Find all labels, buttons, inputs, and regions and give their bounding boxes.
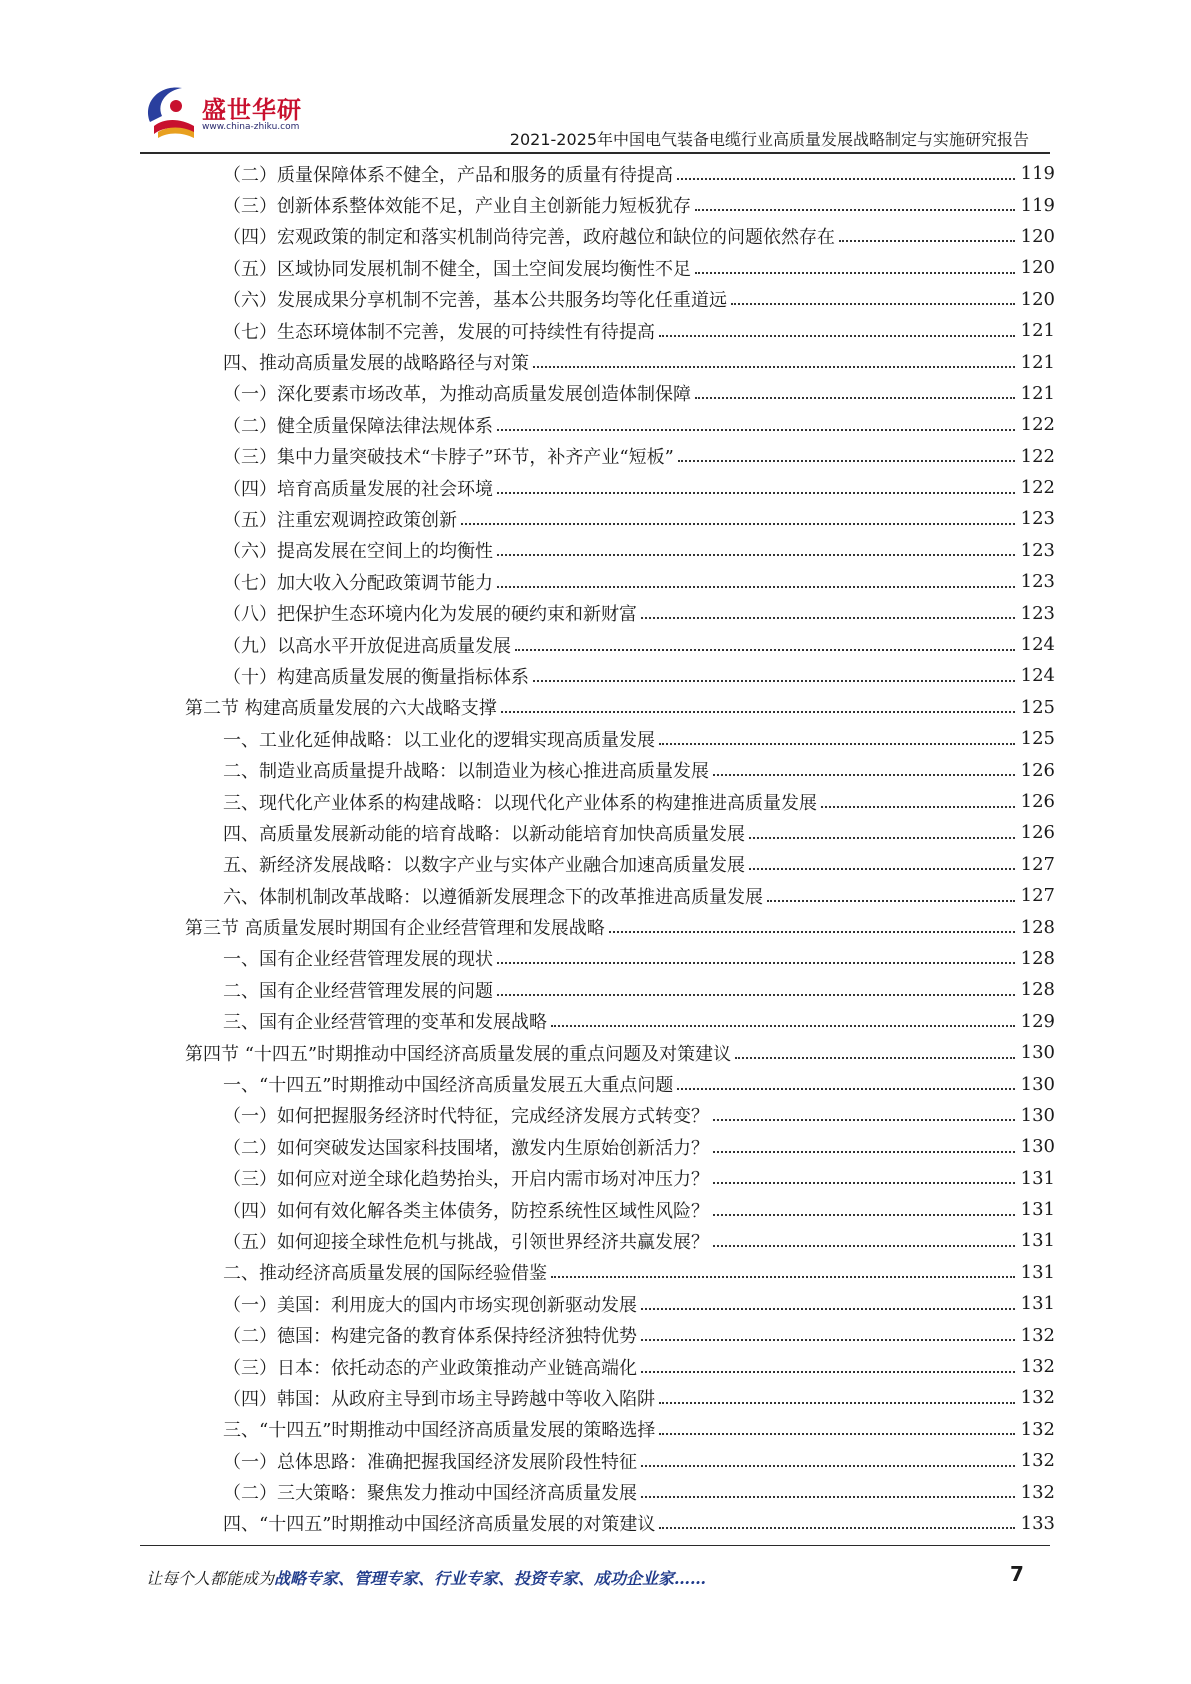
toc-leader-dots — [641, 1496, 1015, 1498]
toc-leader-dots — [659, 743, 1015, 745]
toc-entry-page: 123 — [1020, 508, 1055, 530]
toc-entry[interactable] — [185, 692, 1055, 723]
toc-entry-title: 三、“十四五”时期推动中国经济高质量发展的策略选择 — [223, 1420, 656, 1442]
shengshi-huayan-logo-icon — [140, 82, 202, 144]
toc-entry-title: 一、“十四五”时期推动中国经济高质量发展五大重点问题 — [223, 1075, 674, 1097]
footer-slogan — [146, 1566, 706, 1589]
toc-entry[interactable] — [185, 284, 1055, 315]
toc-entry-title: 第三节 高质量发展时期国有企业经营管理和发展战略 — [185, 918, 605, 940]
footer-divider — [140, 1545, 1050, 1546]
brand-name: 盛世华研 — [202, 96, 302, 124]
toc-entry-page: 131 — [1020, 1167, 1055, 1189]
toc-entry-title: 二、推动经济高质量发展的国际经验借鉴 — [223, 1263, 547, 1285]
toc-entry-page: 128 — [1020, 979, 1055, 1001]
toc-entry[interactable] — [185, 1163, 1055, 1194]
toc-entry-title: 六、体制机制改革战略：以遵循新发展理念下的改革推进高质量发展 — [223, 886, 763, 908]
toc-leader-dots — [641, 1371, 1015, 1373]
toc-leader-dots — [497, 492, 1015, 494]
toc-entry-page: 120 — [1020, 257, 1055, 279]
toc-entry-title: （四）如何有效化解各类主体债务，防控系统性区域性风险？ — [223, 1200, 709, 1222]
toc-entry[interactable] — [185, 503, 1055, 534]
toc-entry-title: （二）质量保障体系不健全，产品和服务的质量有待提高 — [223, 164, 673, 186]
toc-entry[interactable] — [185, 472, 1055, 503]
toc-entry[interactable] — [185, 974, 1055, 1005]
toc-entry[interactable] — [185, 629, 1055, 660]
toc-entry[interactable] — [185, 723, 1055, 754]
slogan-prefix: 让每个人都能成为 — [146, 1569, 275, 1588]
toc-entry-title: 第四节 “十四五”时期推动中国经济高质量发展的重点问题及对策建议 — [185, 1043, 732, 1065]
toc-leader-dots — [821, 806, 1015, 808]
toc-leader-dots — [497, 994, 1015, 996]
toc-entry[interactable] — [185, 1351, 1055, 1382]
toc-entry-page: 127 — [1020, 885, 1055, 907]
toc-entry[interactable] — [185, 754, 1055, 785]
toc-leader-dots — [501, 711, 1015, 713]
toc-entry-title: 四、高质量发展新动能的培育战略：以新动能培育加快高质量发展 — [223, 823, 745, 845]
toc-entry-title: 三、现代化产业体系的构建战略：以现代化产业体系的构建推进高质量发展 — [223, 792, 817, 814]
toc-entry[interactable] — [185, 1476, 1055, 1507]
toc-leader-dots — [659, 1527, 1015, 1529]
toc-entry-page: 132 — [1020, 1324, 1055, 1346]
toc-leader-dots — [641, 1339, 1015, 1341]
toc-entry[interactable] — [185, 597, 1055, 628]
toc-leader-dots — [713, 1245, 1015, 1247]
toc-leader-dots — [659, 335, 1015, 337]
toc-entry-page: 123 — [1020, 539, 1055, 561]
toc-entry[interactable] — [185, 441, 1055, 472]
toc-entry-title: （六）发展成果分享机制不完善，基本公共服务均等化任重道远 — [223, 290, 727, 312]
toc-entry-title: （四）培育高质量发展的社会环境 — [223, 478, 493, 500]
toc-entry[interactable] — [185, 849, 1055, 880]
toc-entry-page: 131 — [1020, 1261, 1055, 1283]
toc-entry-page: 123 — [1020, 571, 1055, 593]
toc-entry-title: （五）如何迎接全球性危机与挑战，引领世界经济共赢发展？ — [223, 1231, 709, 1253]
toc-entry[interactable] — [185, 1037, 1055, 1068]
toc-leader-dots — [749, 837, 1015, 839]
toc-entry[interactable] — [185, 1382, 1055, 1413]
toc-leader-dots — [515, 649, 1015, 651]
table-of-contents — [185, 158, 1055, 1539]
toc-entry[interactable] — [185, 911, 1055, 942]
toc-leader-dots — [695, 209, 1015, 211]
toc-entry-title: （一）美国：利用庞大的国内市场实现创新驱动发展 — [223, 1294, 637, 1316]
toc-entry-page: 121 — [1020, 382, 1055, 404]
toc-entry-page: 121 — [1020, 351, 1055, 373]
toc-entry-page: 132 — [1020, 1481, 1055, 1503]
toc-entry-page: 122 — [1020, 477, 1055, 499]
toc-entry-title: （九）以高水平开放促进高质量发展 — [223, 635, 511, 657]
toc-entry-title: （八）把保护生态环境内化为发展的硬约束和新财富 — [223, 604, 637, 626]
toc-entry-title: （三）日本：依托动态的产业政策推动产业链高端化 — [223, 1357, 637, 1379]
toc-leader-dots — [551, 1276, 1015, 1278]
toc-leader-dots — [659, 1433, 1015, 1435]
toc-entry[interactable] — [185, 1131, 1055, 1162]
toc-entry-title: （五）注重宏观调控政策创新 — [223, 509, 457, 531]
slogan-emphasis: 战略专家、管理专家、行业专家、投资专家、成功企业家…… — [274, 1569, 707, 1588]
toc-entry[interactable] — [185, 943, 1055, 974]
toc-entry[interactable] — [185, 315, 1055, 346]
toc-entry-title: （十）构建高质量发展的衡量指标体系 — [223, 666, 529, 688]
page-number: 7 — [1010, 1562, 1024, 1586]
toc-entry-page: 130 — [1020, 1104, 1055, 1126]
toc-leader-dots — [497, 554, 1015, 556]
toc-entry-title: 二、制造业高质量提升战略：以制造业为核心推进高质量发展 — [223, 761, 709, 783]
toc-entry[interactable] — [185, 817, 1055, 848]
toc-entry[interactable] — [185, 660, 1055, 691]
toc-entry-page: 125 — [1020, 696, 1055, 718]
toc-entry-page: 131 — [1020, 1293, 1055, 1315]
toc-leader-dots — [839, 240, 1015, 242]
toc-entry[interactable] — [185, 252, 1055, 283]
toc-entry-title: （七）生态环境体制不完善，发展的可持续性有待提高 — [223, 321, 655, 343]
toc-leader-dots — [641, 1465, 1015, 1467]
toc-leader-dots — [533, 366, 1015, 368]
toc-leader-dots — [749, 868, 1015, 870]
toc-entry[interactable] — [185, 409, 1055, 440]
toc-entry-page: 124 — [1020, 665, 1055, 687]
toc-entry-title: 一、国有企业经营管理发展的现状 — [223, 949, 493, 971]
report-title: 2021-2025年中国电气装备电缆行业高质量发展战略制定与实施研究报告 — [509, 130, 1029, 149]
toc-leader-dots — [677, 178, 1015, 180]
toc-leader-dots — [731, 303, 1015, 305]
toc-entry-title: 第二节 构建高质量发展的六大战略支撑 — [185, 698, 497, 720]
toc-entry-page: 133 — [1020, 1512, 1055, 1534]
toc-entry-page: 122 — [1020, 414, 1055, 436]
toc-entry[interactable] — [185, 1225, 1055, 1256]
toc-entry[interactable] — [185, 880, 1055, 911]
toc-entry[interactable] — [185, 1100, 1055, 1131]
toc-entry-title: （二）德国：构建完备的教育体系保持经济独特优势 — [223, 1326, 637, 1348]
toc-entry-page: 131 — [1020, 1230, 1055, 1252]
toc-leader-dots — [695, 397, 1015, 399]
toc-entry-page: 119 — [1020, 194, 1055, 216]
company-logo — [140, 82, 320, 144]
toc-entry-page: 132 — [1020, 1387, 1055, 1409]
toc-entry-page: 129 — [1020, 1010, 1055, 1032]
toc-leader-dots — [551, 1025, 1015, 1027]
toc-entry[interactable] — [185, 378, 1055, 409]
toc-entry-title: （一）总体思路：准确把握我国经济发展阶段性特征 — [223, 1451, 637, 1473]
toc-entry-page: 127 — [1020, 853, 1055, 875]
toc-entry-page: 121 — [1020, 320, 1055, 342]
toc-entry[interactable] — [185, 1068, 1055, 1099]
toc-leader-dots — [677, 1088, 1015, 1090]
toc-leader-dots — [735, 1057, 1015, 1059]
toc-entry-title: （三）如何应对逆全球化趋势抬头，开启内需市场对冲压力？ — [223, 1169, 709, 1191]
toc-entry[interactable] — [185, 1006, 1055, 1037]
brand-url: www.china-zhiku.com — [202, 122, 300, 132]
toc-leader-dots — [497, 429, 1015, 431]
toc-entry-page: 120 — [1020, 225, 1055, 247]
toc-leader-dots — [713, 774, 1015, 776]
toc-entry-title: 一、工业化延伸战略：以工业化的逻辑实现高质量发展 — [223, 729, 655, 751]
toc-entry-page: 120 — [1020, 288, 1055, 310]
toc-leader-dots — [659, 1402, 1015, 1404]
toc-entry-page: 132 — [1020, 1450, 1055, 1472]
toc-entry[interactable] — [185, 1445, 1055, 1476]
toc-leader-dots — [609, 931, 1015, 933]
toc-entry-page: 131 — [1020, 1199, 1055, 1221]
toc-entry[interactable] — [185, 221, 1055, 252]
toc-entry[interactable] — [185, 786, 1055, 817]
toc-entry[interactable] — [185, 189, 1055, 220]
toc-entry[interactable] — [185, 1194, 1055, 1225]
toc-entry-page: 126 — [1020, 759, 1055, 781]
toc-entry-title: （一）如何把握服务经济时代特征，完成经济发展方式转变？ — [223, 1106, 709, 1128]
toc-leader-dots — [713, 1119, 1015, 1121]
toc-entry-page: 130 — [1020, 1042, 1055, 1064]
toc-entry-page: 128 — [1020, 947, 1055, 969]
toc-entry-page: 132 — [1020, 1356, 1055, 1378]
toc-leader-dots — [713, 1151, 1015, 1153]
toc-entry[interactable] — [185, 1288, 1055, 1319]
toc-leader-dots — [497, 962, 1015, 964]
toc-leader-dots — [533, 680, 1015, 682]
toc-entry-title: （二）健全质量保障法律法规体系 — [223, 415, 493, 437]
toc-leader-dots — [678, 460, 1015, 462]
header-divider — [140, 152, 1050, 154]
toc-entry-title: （二）如何突破发达国家科技围堵，激发内生原始创新活力？ — [223, 1137, 709, 1159]
toc-entry[interactable] — [185, 346, 1055, 377]
toc-entry-page: 119 — [1020, 163, 1055, 185]
toc-leader-dots — [461, 523, 1015, 525]
toc-entry-title: （三）集中力量突破技术“卡脖子”环节，补齐产业“短板” — [223, 447, 674, 469]
toc-entry-title: （二）三大策略：聚焦发力推动中国经济高质量发展 — [223, 1483, 637, 1505]
toc-entry-page: 126 — [1020, 791, 1055, 812]
toc-entry-title: 二、国有企业经营管理发展的问题 — [223, 980, 493, 1002]
toc-entry-title: （七）加大收入分配政策调节能力 — [223, 572, 493, 594]
toc-entry-title: 五、新经济发展战略：以数字产业与实体产业融合加速高质量发展 — [223, 855, 745, 877]
toc-entry-title: 四、推动高质量发展的战略路径与对策 — [223, 353, 529, 375]
toc-entry-title: （四）宏观政策的制定和落实机制尚待完善，政府越位和缺位的问题依然存在 — [223, 227, 835, 249]
toc-leader-dots — [641, 1308, 1015, 1310]
toc-entry-page: 128 — [1020, 916, 1055, 938]
toc-entry-page: 123 — [1020, 602, 1055, 624]
toc-entry-page: 130 — [1020, 1136, 1055, 1158]
toc-leader-dots — [497, 586, 1015, 588]
toc-entry[interactable] — [185, 1414, 1055, 1445]
toc-entry-title: （四）韩国：从政府主导到市场主导跨越中等收入陷阱 — [223, 1388, 655, 1410]
toc-entry[interactable] — [185, 1319, 1055, 1350]
toc-entry-title: （一）深化要素市场改革，为推动高质量发展创造体制保障 — [223, 384, 691, 406]
toc-entry[interactable] — [185, 1508, 1055, 1539]
toc-entry[interactable] — [185, 535, 1055, 566]
toc-entry[interactable] — [185, 566, 1055, 597]
toc-leader-dots — [713, 1182, 1015, 1184]
toc-entry-page: 126 — [1020, 822, 1055, 844]
toc-entry-title: 三、国有企业经营管理的变革和发展战略 — [223, 1012, 547, 1034]
toc-leader-dots — [695, 272, 1015, 274]
toc-entry-page: 132 — [1020, 1418, 1055, 1440]
toc-entry-page: 125 — [1020, 728, 1055, 750]
toc-leader-dots — [713, 1214, 1015, 1216]
toc-entry-page: 130 — [1020, 1073, 1055, 1095]
toc-entry-page: 124 — [1020, 634, 1055, 656]
toc-entry-title: 四、“十四五”时期推动中国经济高质量发展的对策建议 — [223, 1514, 656, 1536]
toc-entry-title: （三）创新体系整体效能不足，产业自主创新能力短板犹存 — [223, 196, 691, 218]
toc-entry-title: （五）区域协同发展机制不健全，国土空间发展均衡性不足 — [223, 258, 691, 280]
toc-entry-page: 122 — [1020, 445, 1055, 467]
toc-leader-dots — [641, 617, 1015, 619]
toc-entry-title: （六）提高发展在空间上的均衡性 — [223, 541, 493, 563]
toc-entry[interactable] — [185, 1257, 1055, 1288]
toc-entry[interactable] — [185, 158, 1055, 189]
toc-leader-dots — [767, 900, 1015, 902]
